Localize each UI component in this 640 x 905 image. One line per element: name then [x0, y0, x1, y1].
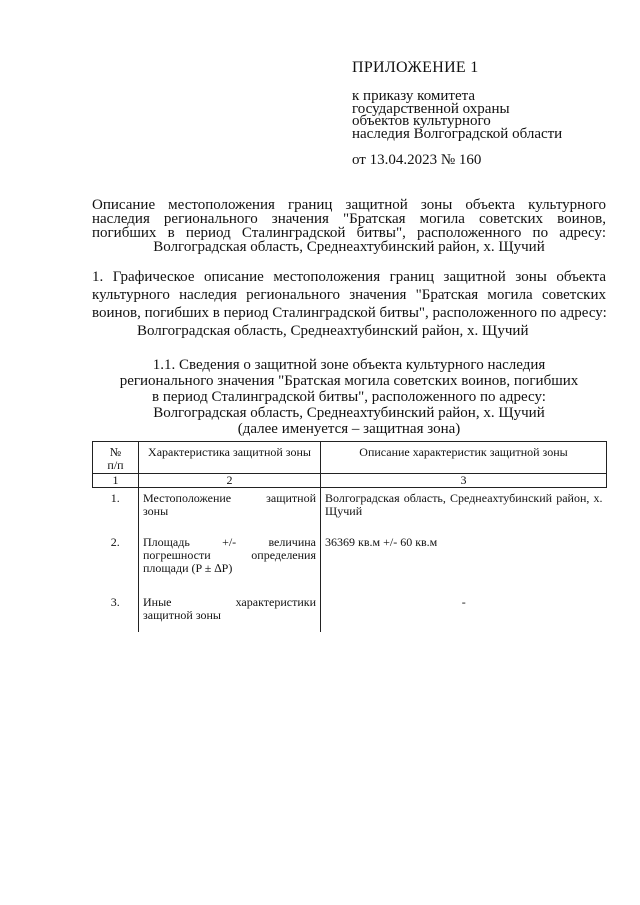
- table-row: [93, 592, 607, 632]
- header-description: Описание характеристик защитной зоны: [321, 442, 607, 474]
- row-number: 2.: [110, 534, 120, 549]
- row-characteristic: [139, 592, 321, 632]
- characteristic-line: Местоположение защитной: [143, 491, 316, 505]
- document-heading: [92, 198, 606, 254]
- subsection-line: регионального значения "Братская могила советских воинов, погибших: [119, 373, 579, 389]
- subsection-line: Волгоградская область, Среднеахтубинский район, х. Щучий: [153, 405, 545, 421]
- heading-line: наследия регионального значения "Братская могила советских воинов,: [92, 211, 606, 227]
- index-cell: 1: [93, 474, 139, 488]
- section-line: воинов, погибших в период Сталинградской битвы", расположенного по адресу:: [92, 305, 607, 321]
- protective-zone-table: [92, 441, 607, 632]
- row-description: 36369 кв.м +/- 60 кв.м: [325, 534, 438, 549]
- heading-line: Описание местоположения границ защитной зоны объекта культурного: [92, 197, 606, 213]
- table-index-row: [93, 474, 607, 488]
- characteristic-line: Площадь +/- величина: [143, 534, 316, 549]
- row-description: Волгоградская область, Среднеахтубинский район, х. Щучий: [325, 491, 603, 518]
- table-header-row: [93, 442, 607, 474]
- index-cell: 3: [321, 474, 607, 488]
- row-number: 1.: [110, 491, 120, 505]
- section-address: Волгоградская область, Среднеахтубинский район, х. Щучий: [137, 323, 529, 339]
- characteristic-line: зоны: [143, 504, 169, 518]
- section-1-heading: [92, 268, 606, 340]
- section-line: 1. Графическое описание местоположения границ защитной зоны объекта: [92, 269, 606, 285]
- characteristic-line: защитной зоны: [143, 607, 221, 622]
- header-number: [93, 442, 139, 474]
- order-date: от 13.04.2023 № 160: [352, 152, 482, 168]
- row-number: 3.: [110, 594, 120, 609]
- table-row: [93, 488, 607, 532]
- section-line: культурного наследия регионального значения "Братская могила советских: [92, 287, 606, 303]
- index-cell: 2: [139, 474, 321, 488]
- appendix-title: ПРИЛОЖЕНИЕ 1: [352, 59, 479, 76]
- order-line: наследия Волгоградской области: [352, 125, 563, 142]
- characteristic-line: погрешности определения: [143, 547, 316, 562]
- characteristic-line: площади (P ± ∆P): [143, 560, 233, 575]
- subsection-line: (далее именуется – защитная зона): [237, 421, 461, 437]
- subsection-line: в период Сталинградской битвы", расположенного по адресу:: [152, 389, 546, 405]
- subsection-1-1-heading: [92, 357, 606, 437]
- order-line: государственной охраны: [352, 100, 510, 117]
- heading-line: погибших в период Сталинградской битвы", расположенного по адресу:: [92, 225, 606, 241]
- header-characteristic: Характеристика защитной зоны: [139, 442, 321, 474]
- appendix-order-reference: [352, 90, 562, 140]
- row-description: -: [461, 594, 466, 609]
- header-number-line: п/п: [107, 458, 124, 472]
- subsection-line: 1.1. Сведения о защитной зоне объекта культурного наследия: [152, 357, 546, 373]
- row-characteristic: [139, 532, 321, 592]
- table-row: [93, 532, 607, 592]
- heading-address: Волгоградская область, Среднеахтубинский район, х. Щучий: [153, 239, 545, 255]
- characteristic-line: Иные характеристики: [143, 594, 316, 609]
- header-number-line: №: [109, 445, 122, 459]
- row-characteristic: [139, 488, 321, 532]
- order-line: объектов культурного: [352, 113, 491, 129]
- order-line: к приказу комитета: [352, 88, 476, 104]
